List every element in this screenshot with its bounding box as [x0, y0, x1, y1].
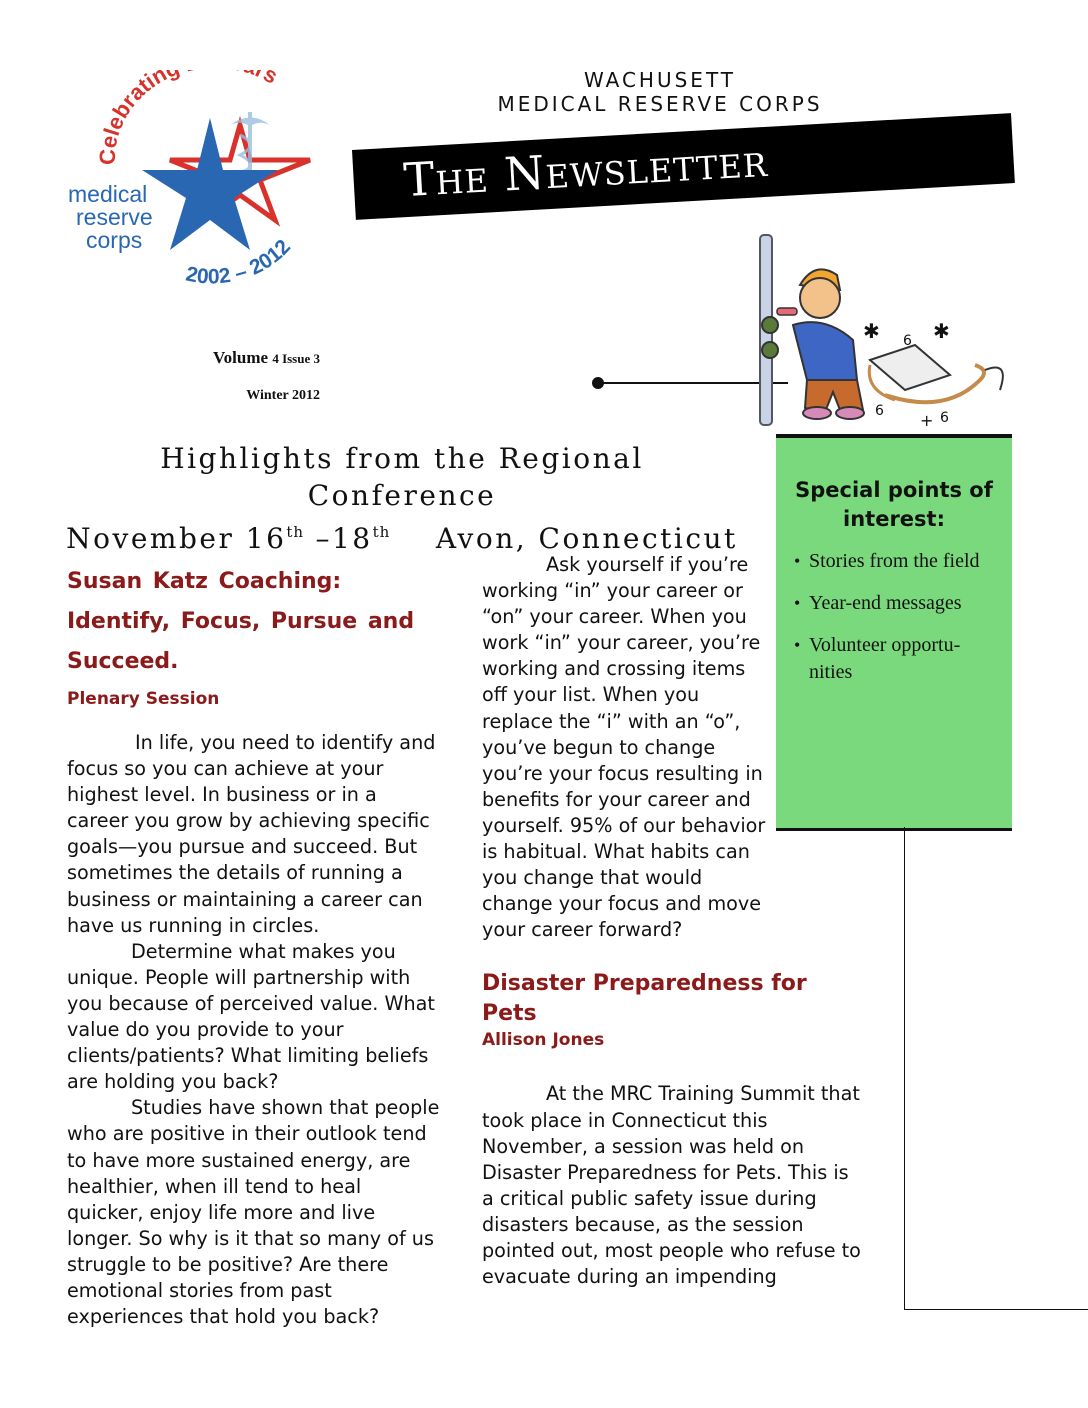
volume-label: Volume [212, 348, 269, 367]
sidebar-item: • Stories from the field [796, 548, 1002, 575]
article-paragraph: At the MRC Training Summit that took place in Connecticut this November, a session was held on Disaster Preparedness for Pets. This is a critical public safety issue during disasters because, as the session pointed out, most people who refuse to evacuate during an impending [482, 1082, 861, 1289]
sidebar-item: • Year-end messages [796, 590, 1002, 617]
logo-text-medical: medical [68, 181, 148, 207]
logo-text-corps: corps [86, 227, 143, 253]
article-subtitle: Plenary Session [67, 689, 220, 709]
winter-clipart-image [745, 230, 1015, 435]
article-paragraph: Studies have shown that people who are positive in their outlook tend to have more sustained energy, are healthier, when ill tend to heal quicker, enjoy life more and live longer. So why is it that so many of us struggle to be positive? Are there emotional stories from past experiences that hold you back? [67, 1096, 440, 1329]
svg-text:6: 6 [940, 410, 949, 426]
org-line-1: WACHUSETT [583, 68, 737, 92]
article-title: Disaster Preparedness for Pets [482, 971, 807, 1027]
article-column-1 [67, 562, 442, 1330]
volume-issue-number: 4 Issue 3 [272, 351, 320, 366]
kid-tongue-on-pole-illustration [745, 230, 1015, 435]
newsletter-title: The Newsletter [402, 132, 770, 208]
organization-name [380, 68, 940, 116]
svg-text:✱: ✱ [863, 319, 880, 343]
article-title: Susan Katz Coaching: Identify, Focus, Pursue and Succeed. [67, 569, 415, 674]
article-author: Allison Jones [482, 1030, 605, 1051]
logo-graphic [60, 70, 330, 300]
logo-blue-star [142, 118, 278, 250]
sidebar-item: • Volunteer opportu-nities [796, 632, 1002, 686]
headline-date-start: November 16 [66, 522, 287, 555]
bottom-rule [904, 1309, 1088, 1310]
logo-text-reserve: reserve [76, 204, 153, 230]
article-paragraph: In life, you need to identify and focus so you can achieve at your highest level. In business or in a career you grow by achieving specific goals—you pursue and succeed. But sometimes the details of running a business or maintaining a career can have us running in circles. [67, 731, 436, 937]
headline-line-2 [62, 514, 742, 557]
svg-text:6: 6 [875, 403, 884, 419]
svg-text:6: 6 [903, 333, 912, 349]
main-headline [62, 440, 742, 557]
headline-sup-1: th [286, 523, 305, 541]
svg-text:✱: ✱ [933, 319, 950, 343]
headline-location: Avon, Connecticut [390, 522, 738, 555]
org-line-2: MEDICAL RESERVE CORPS [497, 92, 823, 116]
headline-line-1: Highlights from the Regional Conference [160, 442, 644, 512]
article-column-2 [482, 552, 862, 1290]
sidebar-title: Special points of interest: [795, 478, 993, 531]
volume-issue [150, 348, 320, 368]
svg-text:+: + [920, 411, 934, 430]
headline-date-end: –18 [304, 522, 373, 555]
headline-sup-2: th [372, 523, 391, 541]
article-paragraph: Determine what makes you unique. People will partnership with you because of perceived value. What value do you provide to your clients/patients? What limiting beliefs are holding you back? [67, 939, 435, 1094]
issue-date: Winter 2012 [246, 388, 320, 403]
title-banner [352, 113, 1015, 220]
logo-years: 2002 – 2012 [183, 235, 296, 289]
logo-arc-text: Celebratin s [94, 70, 283, 166]
vertical-rule [904, 827, 905, 1310]
mrc-10-year-logo [60, 70, 330, 300]
article-paragraph: Ask yourself if you’re working “in” your career or “on” your career. When you work “in” your career, you’re working and crossing items off your list. When you replace the “i” with an “o”, you’ve begun to change you’re your focus resulting in benefits for your career and yourself. 95% of our behavior is habitual. What habits can you change that would change your focus and move your career forward? [482, 553, 766, 942]
